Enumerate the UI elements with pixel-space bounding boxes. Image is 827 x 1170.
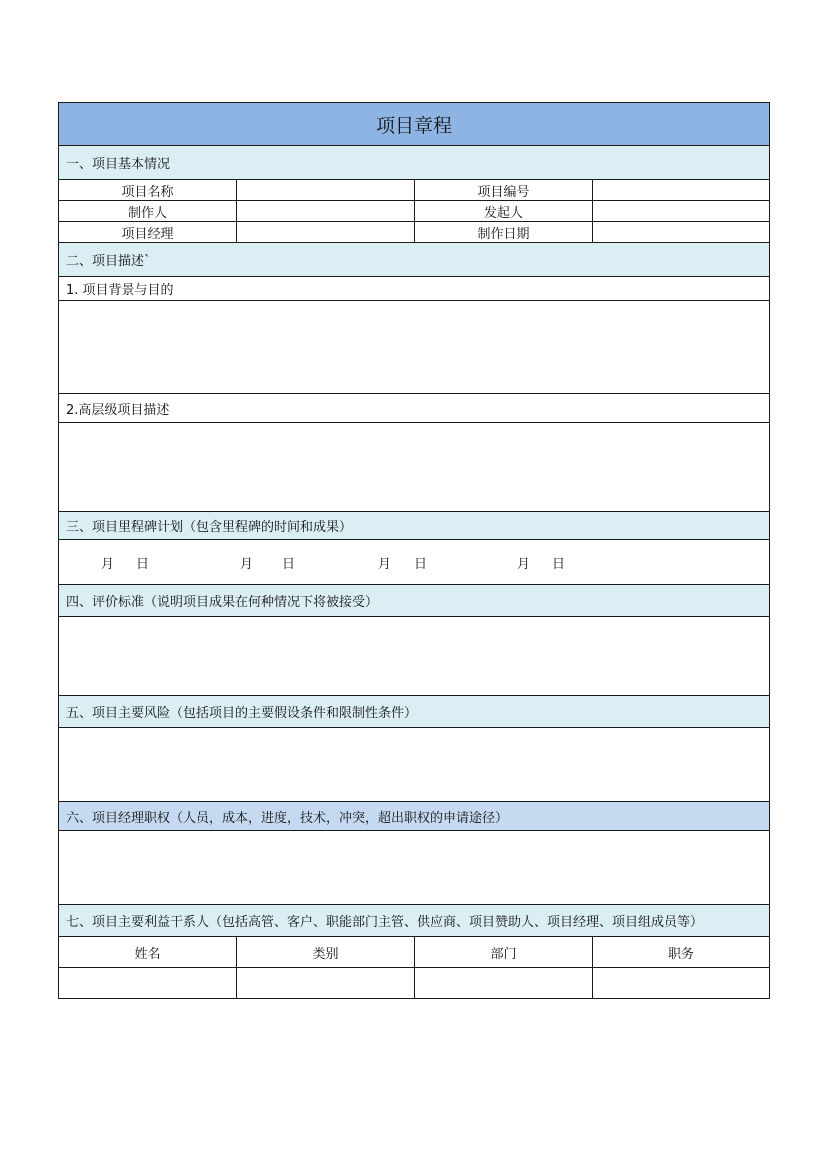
milestone-4-day: 日: [552, 557, 566, 572]
label-high-level-description: 2.高层级项目描述: [59, 394, 770, 423]
stakeholder-header-department: 部门: [415, 937, 593, 968]
milestone-1-month: 月: [101, 557, 115, 572]
milestone-3-day: 日: [414, 557, 428, 572]
section-basic-info: 一、项目基本情况: [59, 146, 770, 180]
label-project-name: 项目名称: [59, 180, 237, 201]
label-project-number: 项目编号: [415, 180, 593, 201]
label-project-manager: 项目经理: [59, 222, 237, 243]
table-row: [59, 968, 770, 999]
field-project-number[interactable]: [593, 180, 770, 201]
section-main-risks: 五、项目主要风险（包括项目的主要假设条件和限制性条件）: [59, 696, 770, 728]
stakeholder-header-name: 姓名: [59, 937, 237, 968]
milestone-1-day: 日: [136, 557, 150, 572]
section-description: 二、项目描述`: [59, 243, 770, 277]
field-stakeholder-name[interactable]: [59, 968, 237, 999]
milestone-4-month: 月: [517, 557, 531, 572]
section-manager-authority: 六、项目经理职权（人员，成本，进度，技术，冲突，超出职权的申请途径）: [59, 802, 770, 831]
label-sponsor: 发起人: [415, 201, 593, 222]
project-charter-sheet: [58, 102, 769, 999]
field-acceptance-criteria[interactable]: [59, 617, 770, 696]
field-main-risks[interactable]: [59, 728, 770, 802]
field-manager-authority[interactable]: [59, 831, 770, 905]
field-creator[interactable]: [237, 201, 415, 222]
field-background[interactable]: [59, 301, 770, 394]
section-milestones: 三、项目里程碑计划（包含里程碑的时间和成果）: [59, 512, 770, 540]
label-creator: 制作人: [59, 201, 237, 222]
charter-table: [58, 102, 770, 999]
field-high-level-description[interactable]: [59, 423, 770, 512]
field-project-name[interactable]: [237, 180, 415, 201]
stakeholder-header-category: 类别: [237, 937, 415, 968]
label-background: 1. 项目背景与目的: [59, 277, 770, 301]
field-project-manager[interactable]: [237, 222, 415, 243]
milestone-2-day: 日: [282, 557, 296, 572]
field-stakeholder-category[interactable]: [237, 968, 415, 999]
section-stakeholders: 七、项目主要利益干系人（包括高管、客户、职能部门主管、供应商、项目赞助人、项目经理、项目组成员等）: [59, 905, 770, 937]
milestone-2-month: 月: [240, 557, 254, 572]
field-created-date[interactable]: [593, 222, 770, 243]
document-title: 项目章程: [59, 103, 770, 146]
field-sponsor[interactable]: [593, 201, 770, 222]
milestone-3-month: 月: [378, 557, 392, 572]
field-stakeholder-position[interactable]: [593, 968, 770, 999]
milestone-row[interactable]: [59, 540, 770, 585]
label-created-date: 制作日期: [415, 222, 593, 243]
section-acceptance-criteria: 四、评价标准（说明项目成果在何种情况下将被接受）: [59, 585, 770, 617]
stakeholder-header-position: 职务: [593, 937, 770, 968]
field-stakeholder-department[interactable]: [415, 968, 593, 999]
